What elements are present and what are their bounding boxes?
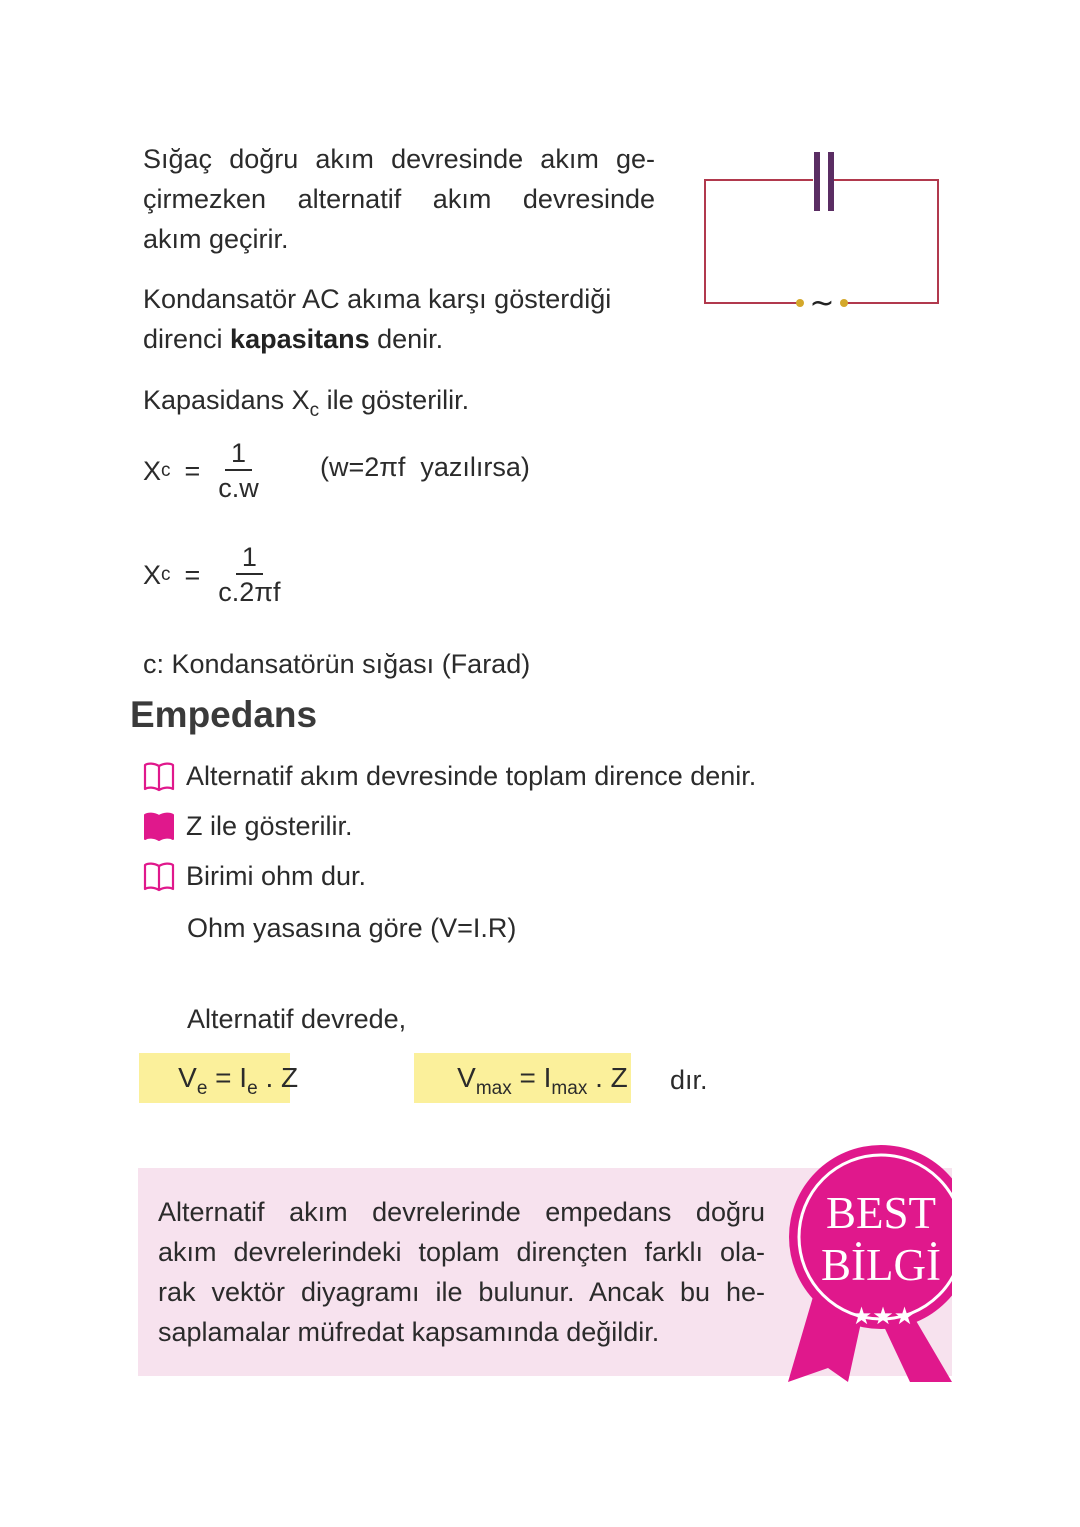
formula-xc-c2pif: X c = $\frac{1}{c.2\pi f}$ bbox=[143, 541, 284, 609]
dir-suffix: dır. bbox=[670, 1065, 708, 1095]
formula-xc-cw: X c = $\frac{1}{c.w}$ bbox=[143, 437, 263, 505]
effective-voltage-equation bbox=[139, 1053, 299, 1103]
kapasidans-pre: Kapasidans X bbox=[143, 385, 310, 415]
bullet-text-3: Birimi ohm dur. bbox=[186, 860, 367, 891]
max-voltage-equation bbox=[414, 1053, 631, 1103]
eq1-mid: = I bbox=[207, 1062, 248, 1093]
eq1-v: V bbox=[178, 1062, 197, 1093]
source-terminal-right bbox=[840, 299, 848, 307]
kapasidans-post: ile gösterilir. bbox=[319, 385, 470, 415]
circuit-wire-left bbox=[705, 180, 813, 303]
intro-line-2: çirmezken alternatif akım devresinde bbox=[143, 184, 655, 214]
intro-line-1: Sığaç doğru akım devresinde akım ge- bbox=[143, 144, 655, 174]
info-line-3: rak vektör diyagramı ile bulunur. Ancak bu he- bbox=[158, 1277, 765, 1307]
eq1-i-sub: e bbox=[247, 1078, 258, 1099]
formula2-fraction bbox=[214, 541, 284, 609]
kapasidans-sub: c bbox=[309, 400, 320, 421]
info-line-2: akım devrelerindeki toplam dirençten farklı ola- bbox=[158, 1237, 765, 1267]
bullet-text-2: Z ile gösterilir. bbox=[186, 810, 353, 841]
info-line-4: saplamalar müfredat kapsamında değildir. bbox=[158, 1317, 660, 1347]
ohm-law-text: Ohm yasasına göre (V=I.R) bbox=[187, 913, 517, 943]
bullet-text-1: Alternatif akım devresinde toplam dirence denir. bbox=[186, 760, 757, 791]
formula1-note: (w=2πf yazılırsa) bbox=[320, 452, 530, 482]
open-book-icon bbox=[142, 759, 176, 793]
badge-bilgi-text: BİLGİ bbox=[821, 1240, 941, 1290]
formula2-equals: = bbox=[184, 559, 201, 590]
capacitor-circuit-diagram bbox=[700, 145, 945, 315]
formula1-numerator: 1 bbox=[225, 437, 252, 471]
filled-book-icon bbox=[142, 809, 176, 843]
intro-line-3: akım geçirir. bbox=[143, 224, 289, 254]
intro-paragraph bbox=[143, 139, 655, 259]
capacitor-plate-right bbox=[828, 152, 834, 211]
bullet-item-3 bbox=[142, 859, 366, 893]
kapasidans-notation bbox=[143, 380, 469, 420]
eq1-end: . Z bbox=[257, 1062, 299, 1093]
eq2-v: V bbox=[457, 1062, 476, 1093]
capacitance-definition: c: Kondansatörün sığası (Farad) bbox=[143, 649, 531, 679]
formula1-equals: = bbox=[184, 455, 201, 486]
badge-stars-icon: ★★★ bbox=[850, 1302, 916, 1330]
eq1-v-sub: e bbox=[196, 1078, 208, 1099]
formula2-numerator: 1 bbox=[236, 541, 263, 575]
formula1-fraction bbox=[214, 437, 263, 505]
formula1-lhs: X bbox=[143, 455, 162, 486]
badge-best-text: BEST bbox=[825, 1188, 937, 1238]
ac-source-symbol: ~ bbox=[809, 286, 835, 315]
kapasitans-post: denir. bbox=[369, 324, 444, 354]
bullet-item-2 bbox=[142, 809, 353, 843]
open-book-icon bbox=[142, 859, 176, 893]
formula2-lhs: X bbox=[143, 559, 162, 590]
kapasitans-definition bbox=[143, 279, 655, 359]
kapasitans-pre: Kondansatör AC akıma karşı gösterdiği direnci bbox=[143, 284, 612, 354]
formula1-denominator: c.w bbox=[218, 473, 259, 503]
section-heading: Empedans bbox=[130, 694, 318, 735]
eq2-i-sub: max bbox=[551, 1078, 588, 1099]
capacitor-plate-left bbox=[814, 152, 820, 211]
eq2-v-sub: max bbox=[475, 1078, 512, 1099]
ac-circuit-text: Alternatif devrede, bbox=[187, 1004, 407, 1034]
source-terminal-left bbox=[796, 299, 804, 307]
circuit-wire-right bbox=[833, 180, 938, 303]
eq2-mid: = I bbox=[511, 1062, 552, 1093]
best-bilgi-badge bbox=[770, 1140, 952, 1382]
kapasitans-term: kapasitans bbox=[230, 324, 370, 354]
formula2-denominator: c.2πf bbox=[218, 577, 281, 607]
bullet-item-1 bbox=[142, 759, 756, 793]
info-line-1: Alternatif akım devrelerinde empedans doğru bbox=[158, 1197, 765, 1227]
eq2-end: . Z bbox=[587, 1062, 628, 1093]
info-box-text bbox=[158, 1192, 765, 1352]
